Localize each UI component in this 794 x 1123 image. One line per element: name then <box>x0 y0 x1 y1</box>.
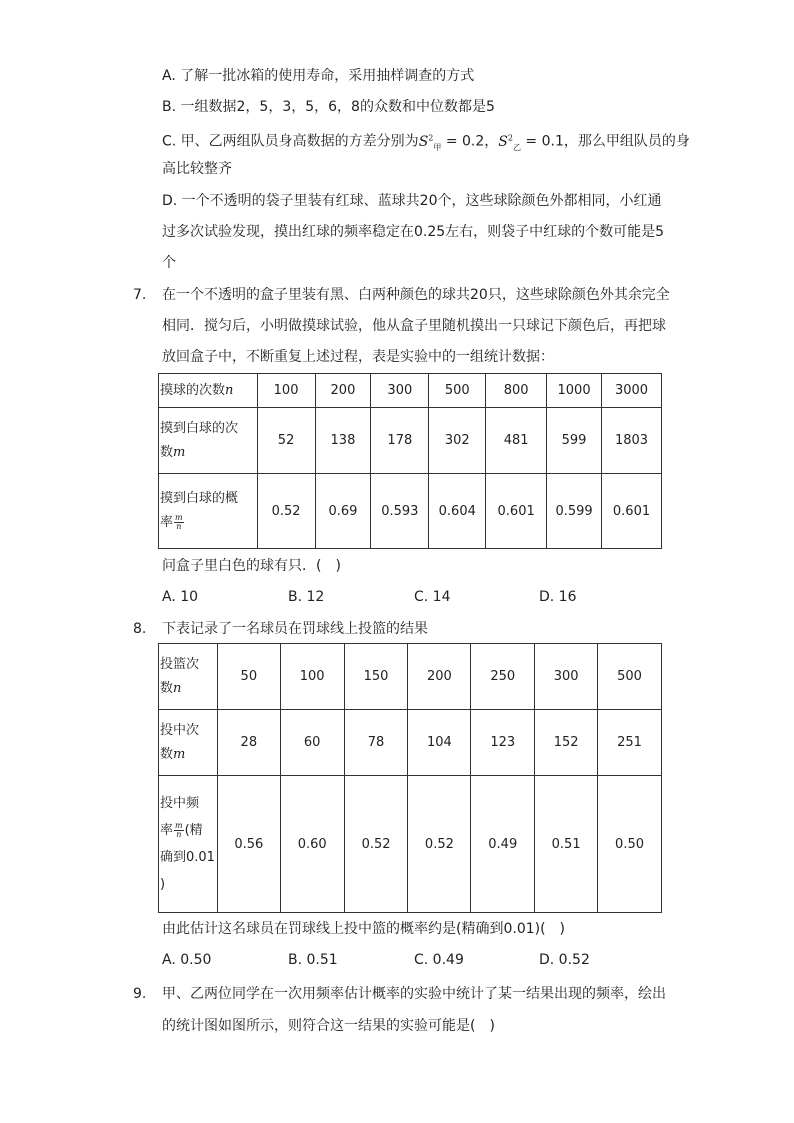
table-cell: 200 <box>315 374 371 408</box>
q6-option-d-line1: D. 一个不透明的袋子里装有红球、蓝球共20个，这些球除颜色外都相同，小红通 <box>162 193 662 209</box>
q9-number: 9. <box>133 986 147 1002</box>
q7-question: 问盒子里白色的球有只．( ) <box>162 558 341 574</box>
q7-option-a[interactable]: A. 10 <box>162 589 199 605</box>
table-cell: 481 <box>486 408 547 474</box>
table-cell: 0.56 <box>217 776 280 913</box>
table-row <box>159 776 662 913</box>
table-cell: 138 <box>315 408 371 474</box>
table-cell: 100 <box>280 644 344 710</box>
q7-row3-label: 摸到白球的概 率 $\frac{m}{n}$ <box>159 474 258 549</box>
q8-option-a[interactable]: A. 0.50 <box>162 952 212 968</box>
table-row <box>159 710 662 776</box>
table-cell: 251 <box>598 710 662 776</box>
table-cell: 152 <box>535 710 598 776</box>
q6-option-d-line3: 个 <box>162 255 176 271</box>
table-cell: 500 <box>598 644 662 710</box>
q9-line-1: 甲、乙两位同学在一次用频率估计概率的实验中统计了某一结果出现的频率，绘出 <box>162 986 666 1002</box>
table-cell: 1803 <box>602 408 662 474</box>
table-cell: 599 <box>547 408 602 474</box>
q8-question: 由此估计这名球员在罚球线上投中篮的概率约是(精确到0.01)( ) <box>162 921 566 937</box>
table-row <box>159 474 662 549</box>
table-row <box>159 408 662 474</box>
table-cell: 0.601 <box>486 474 547 549</box>
table-cell: 3000 <box>602 374 662 408</box>
fraction-m-over-n: $\frac{m}{n}$ <box>175 821 183 839</box>
table-cell: 0.60 <box>280 776 344 913</box>
table-cell: 0.52 <box>257 474 315 549</box>
table-cell: 500 <box>429 374 486 408</box>
table-row <box>159 644 662 710</box>
q8-option-b[interactable]: B. 0.51 <box>288 952 338 968</box>
q6-option-c <box>162 128 690 157</box>
table-cell: 60 <box>280 710 344 776</box>
q8-options <box>162 950 590 970</box>
q6-option-a: A. 了解一批冰箱的使用寿命，采用抽样调查的方式 <box>162 68 475 84</box>
table-cell: 0.51 <box>535 776 598 913</box>
q8-row1-label: 投篮次 数n <box>159 644 218 710</box>
q7-row1-label: 摸球的次数n <box>159 374 258 408</box>
table-cell: 300 <box>535 644 598 710</box>
variance-yi: $S^2_乙$ <box>498 133 521 152</box>
table-cell: 0.69 <box>315 474 371 549</box>
table-cell: 0.593 <box>371 474 429 549</box>
table-cell: 0.599 <box>547 474 602 549</box>
q7-row2-label: 摸到白球的次 数m <box>159 408 258 474</box>
table-cell: 104 <box>408 710 471 776</box>
table-cell: 0.50 <box>598 776 662 913</box>
variance-jia: $S^2_甲$ <box>418 133 442 152</box>
table-cell: 50 <box>217 644 280 710</box>
table-cell: 123 <box>471 710 535 776</box>
table-cell: 100 <box>257 374 315 408</box>
table-cell: 178 <box>371 408 429 474</box>
table-cell: 78 <box>344 710 408 776</box>
q8-table <box>158 643 662 913</box>
q8-line: 下表记录了一名球员在罚球线上投篮的结果 <box>162 621 428 637</box>
table-cell: 300 <box>371 374 429 408</box>
q7-line-2: 相同．搅匀后，小明做摸球试验，他从盒子里随机摸出一只球记下颜色后，再把球 <box>162 318 666 334</box>
q6-option-d-line2: 过多次试验发现，摸出红球的频率稳定在0.25左右，则袋子中红球的个数可能是5 <box>162 224 665 240</box>
table-cell: 0.52 <box>408 776 471 913</box>
table-cell: 0.604 <box>429 474 486 549</box>
q8-row2-label: 投中次 数m <box>159 710 218 776</box>
q7-line-3: 放回盒子中，不断重复上述过程，表是实验中的一组统计数据： <box>162 349 554 365</box>
table-cell: 800 <box>486 374 547 408</box>
table-cell: 150 <box>344 644 408 710</box>
q7-option-b[interactable]: B. 12 <box>288 589 325 605</box>
table-cell: 52 <box>257 408 315 474</box>
table-cell: 28 <box>217 710 280 776</box>
q7-table <box>158 373 662 549</box>
q7-options <box>162 587 577 607</box>
table-cell: 0.49 <box>471 776 535 913</box>
q7-option-c[interactable]: C. 14 <box>414 589 451 605</box>
q8-option-c[interactable]: C. 0.49 <box>414 952 464 968</box>
q6-option-c-eq2: = 0.1，那么甲组队员的身 <box>520 133 690 150</box>
q8-row3-label: 投中频 率 $\frac{m}{n}$ (精 确到0.01 ) <box>159 776 218 913</box>
q9-line-2: 的统计图如图所示，则符合这一结果的实验可能是( ) <box>162 1018 495 1034</box>
q8-number: 8. <box>133 621 147 637</box>
table-cell: 302 <box>429 408 486 474</box>
q7-number: 7. <box>133 287 147 303</box>
table-cell: 200 <box>408 644 471 710</box>
table-row <box>159 374 662 408</box>
table-cell: 1000 <box>547 374 602 408</box>
q6-option-c-prefix: C. 甲、乙两组队员身高数据的方差分别为 <box>162 133 419 150</box>
q7-option-d[interactable]: D. 16 <box>539 589 577 605</box>
q7-line-1: 在一个不透明的盒子里装有黑、白两种颜色的球共20只，这些球除颜色外其余完全 <box>162 287 670 303</box>
q6-option-c-line2: 高比较整齐 <box>162 161 232 177</box>
table-cell: 0.601 <box>602 474 662 549</box>
table-cell: 250 <box>471 644 535 710</box>
q8-option-d[interactable]: D. 0.52 <box>539 952 590 968</box>
q6-option-b: B. 一组数据2，5，3，5，6，8的众数和中位数都是5 <box>162 99 495 115</box>
table-cell: 0.52 <box>344 776 408 913</box>
fraction-m-over-n: $\frac{m}{n}$ <box>175 513 183 531</box>
q6-option-c-eq1: = 0.2， <box>441 133 499 150</box>
